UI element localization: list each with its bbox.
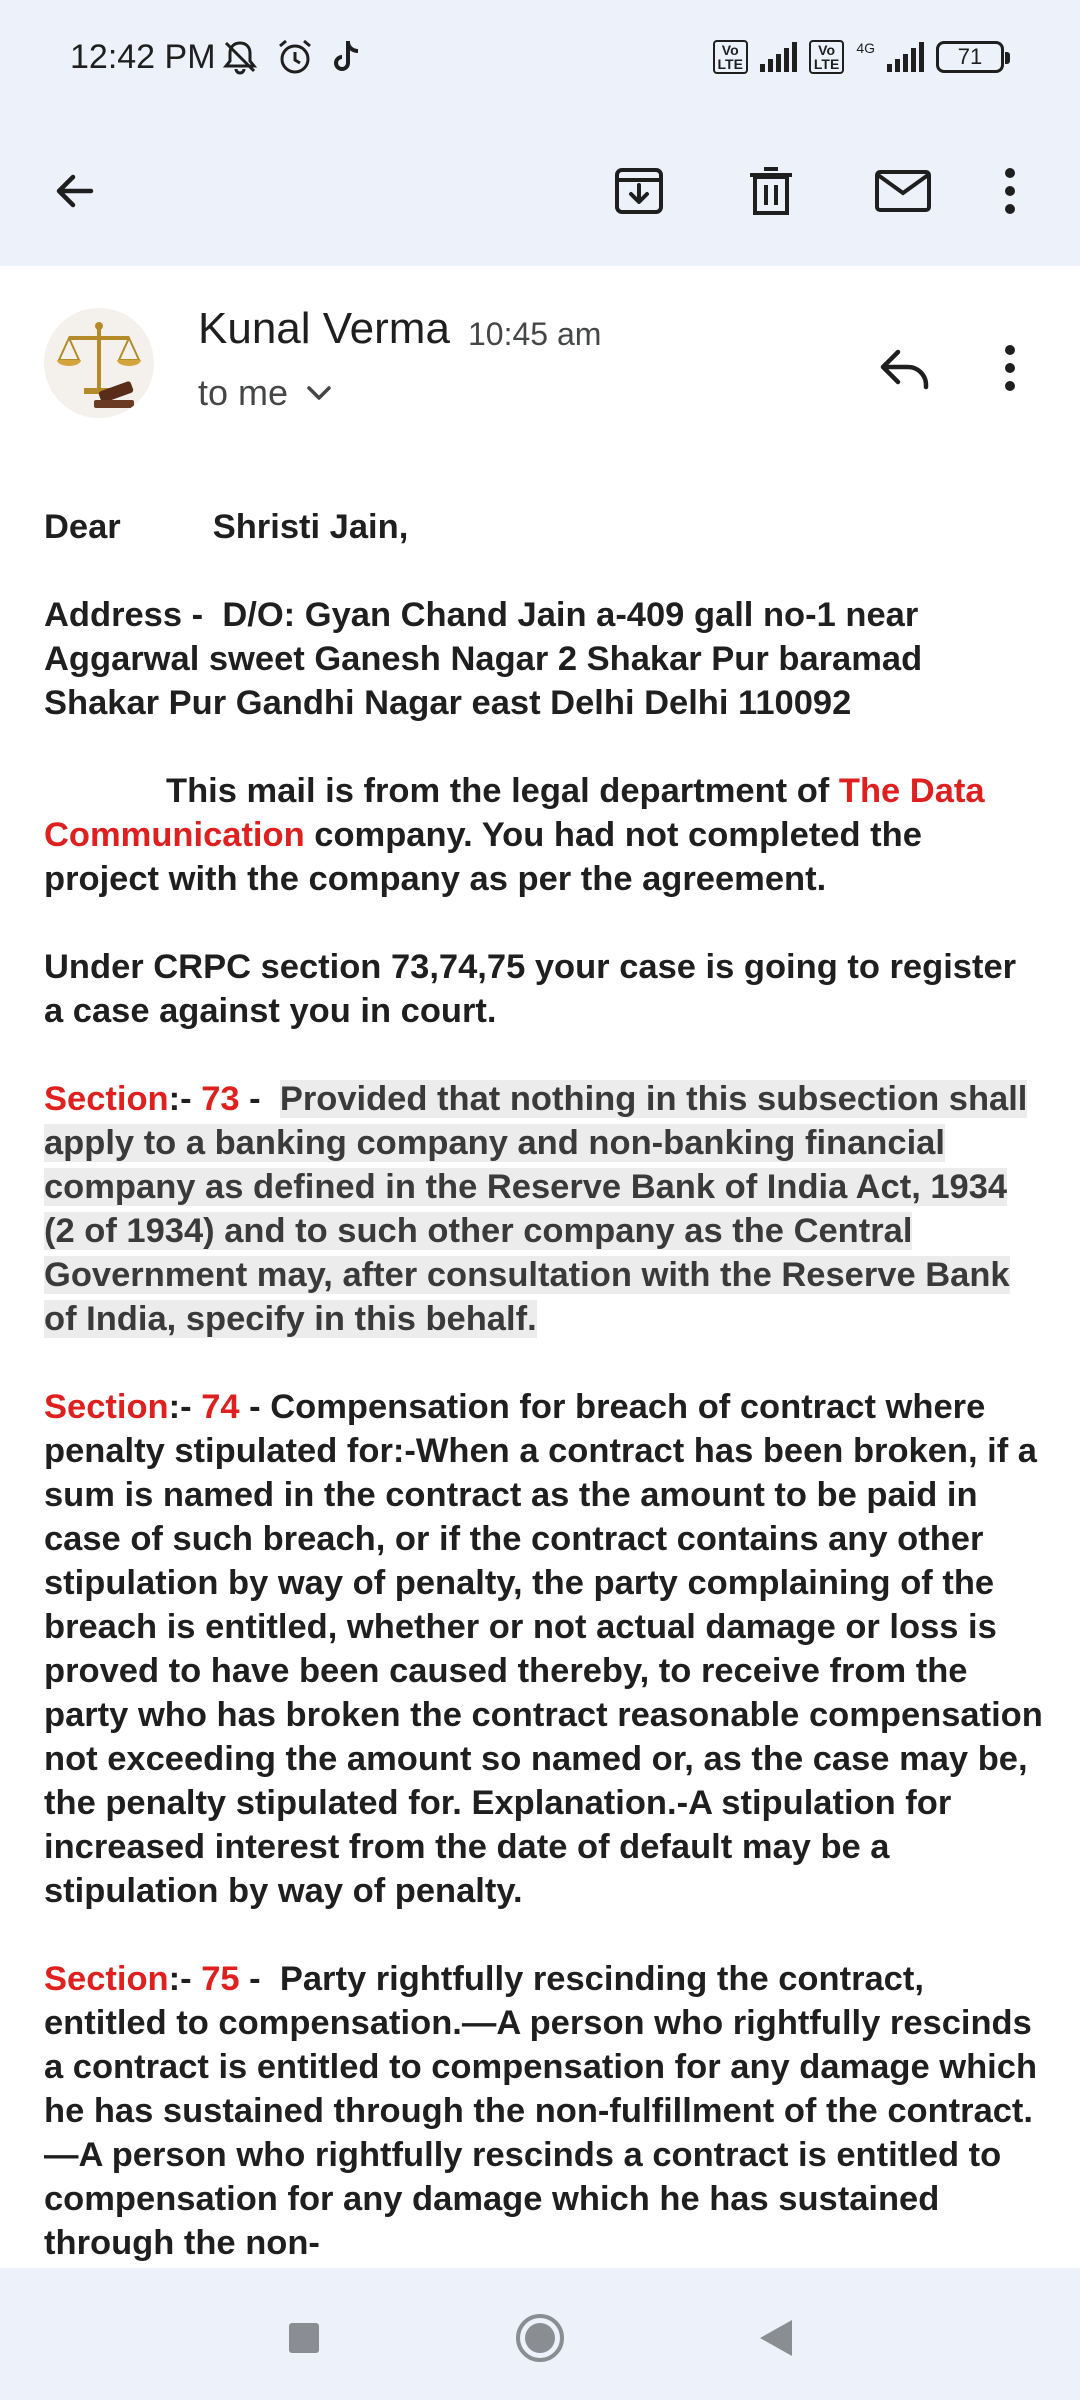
trash-icon	[747, 165, 795, 217]
email-toolbar	[0, 120, 1080, 266]
recipient-name: Shristi Jain,	[212, 508, 409, 546]
tiktok-icon	[330, 39, 362, 80]
battery-level: 71	[957, 44, 983, 69]
system-navigation-bar	[0, 2268, 1080, 2400]
scales-of-justice-icon	[44, 308, 154, 418]
recipient-label: to me	[198, 372, 289, 413]
more-options-button[interactable]	[975, 146, 1045, 236]
recipient-details-toggle[interactable]	[198, 372, 332, 414]
status-time: 12:42 PM	[70, 38, 216, 76]
address-paragraph: Address - D/O: Gyan Chand Jain a-409 gall no-1 near Aggarwal sweet Ganesh Nagar 2 Shakar Pur baramad Shakar Pur Gandhi Nagar east Delhi Delhi 110092	[44, 596, 923, 722]
network-type: 4G	[856, 40, 875, 56]
delete-button[interactable]	[726, 146, 816, 236]
top-app-bar	[0, 0, 1080, 266]
battery-icon	[936, 41, 1004, 73]
section-75: Section:- 75 - Party rightfully rescinding the contract, entitled to compensation.—A person who rightfully rescinds a contract is entitled to compensation for any damage which he has sustained through the non-fulfillment of the contract. —A person who rightfully rescinds a contract is entitled to compensation for any damage which he has sustained through the non-	[44, 1960, 1038, 2262]
crpc-paragraph: Under CRPC section 73,74,75 your case is going to register a case against you in court.	[44, 948, 1017, 1030]
address-text: D/O: Gyan Chand Jain a-409 gall no-1 near Aggarwal sweet Ganesh Nagar 2 Shakar Pur baramad Shakar Pur Gandhi Nagar east Delhi Delhi 110092	[44, 596, 923, 722]
message-more-button[interactable]	[980, 328, 1040, 408]
status-notification-icons	[220, 38, 362, 81]
reply-icon	[878, 346, 932, 390]
section-73-text: Provided that nothing in this subsection shall apply to a banking company and non-banking financial company as defined in the Reserve Bank of India Act, 1934 (2 of 1934) and to such other company as the Central Government may, after consultation with the Reserve Bank of India, specify in this behalf.	[44, 1080, 1028, 1338]
company-name: The Data Communication	[44, 772, 985, 854]
section-73: Section:- 73 - Provided that nothing in this subsection shall apply to a banking company and non-banking financial company as defined in the Reserve Bank of India Act, 1934 (2 of 1934) and to such other company as the Central Government may, after consultation with the Reserve Bank of India, specify in this behalf.	[44, 1080, 1028, 1338]
email-header	[0, 266, 1080, 466]
home-circle-icon	[514, 2312, 566, 2364]
address-label: Address	[44, 596, 183, 634]
chevron-down-icon	[306, 385, 332, 401]
greeting-line	[44, 505, 1044, 549]
signal-icon-2	[887, 42, 924, 72]
avatar[interactable]	[44, 308, 154, 418]
recents-button[interactable]	[264, 2298, 344, 2378]
mark-unread-button[interactable]	[858, 146, 948, 236]
back-arrow-icon	[51, 167, 99, 215]
archive-button[interactable]	[594, 146, 684, 236]
section-74-text: Compensation for breach of contract where penalty stipulated for:-When a contract has been broken, if a sum is named in the contract as the amount to be paid in case of such breach, or if the contract contains any other stipulation by way of penalty, the party complaining of the breach is entitled, whether or not actual damage or loss is proved to have been caused thereby, to receive from the party who has broken the contract reasonable compensation not exceeding the amount so named or, as the case may be, the penalty stipulated for. Explanation.-A stipulation for increased interest from the date of default may be a stipulation by way of penalty.	[44, 1388, 1043, 1910]
home-button[interactable]	[500, 2298, 580, 2378]
email-body	[44, 505, 1044, 2265]
volte-icon-2: Vo LTE	[809, 40, 844, 74]
mute-icon	[220, 39, 260, 80]
alarm-icon	[276, 38, 314, 81]
intro-paragraph: This mail is from the legal department of The Data Communication company. You had not completed the project with the company as per the agreement.	[44, 772, 985, 898]
back-triangle-icon	[758, 2318, 794, 2358]
email-timestamp: 10:45 am	[468, 316, 602, 352]
sender-name[interactable]: Kunal Verma	[198, 304, 450, 353]
more-vert-icon	[1003, 344, 1017, 392]
volte-icon: Vo LTE	[713, 40, 748, 74]
section-75-text: Party rightfully rescinding the contract, entitled to compensation.—A person who rightfully rescinds a contract is entitled to compensation for any damage which he has sustained through the non-fulfillment of the contract. —A person who rightfully rescinds a contract is entitled to compensation for any damage which he has sustained through the non-	[44, 1960, 1038, 2262]
signal-icon	[760, 42, 797, 72]
greeting: Dear	[44, 508, 121, 546]
system-back-button[interactable]	[736, 2298, 816, 2378]
back-button[interactable]	[30, 146, 120, 236]
recents-square-icon	[287, 2321, 321, 2355]
status-system-icons	[713, 40, 1005, 74]
more-vert-icon	[1003, 167, 1017, 215]
section-74: Section:- 74 - Compensation for breach of contract where penalty stipulated for:-When a contract has been broken, if a sum is named in the contract as the amount to be paid in case of such breach, or if the contract contains any other stipulation by way of penalty, the party complaining of the breach is entitled, whether or not actual damage or loss is proved to have been caused thereby, to receive from the party who has broken the contract reasonable compensation not exceeding the amount so named or, as the case may be, the penalty stipulated for. Explanation.-A stipulation for increased interest from the date of default may be a stipulation by way of penalty.	[44, 1388, 1043, 1910]
status-bar	[0, 0, 1080, 120]
mail-icon	[874, 169, 932, 213]
reply-button[interactable]	[860, 328, 950, 408]
archive-icon	[613, 165, 665, 217]
